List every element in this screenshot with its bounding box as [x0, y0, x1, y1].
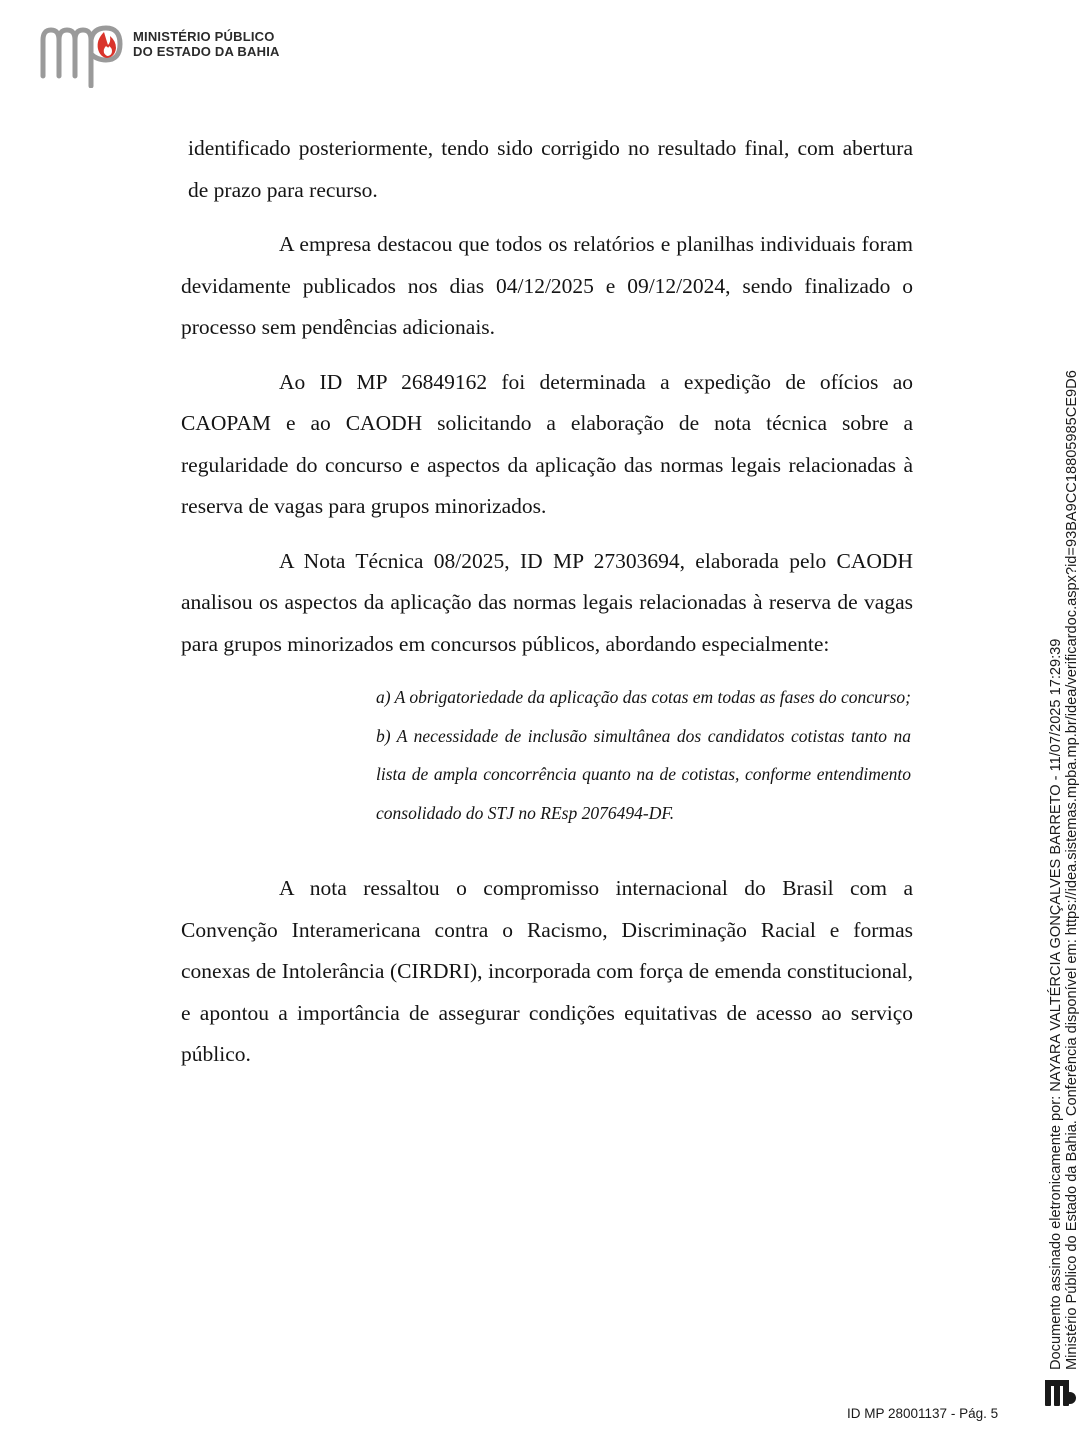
page-footer: ID MP 28001137 - Pág. 5	[847, 1406, 999, 1421]
list-item: a) A obrigatoriedade da aplicação das cotas em todas as fases do concurso;	[376, 687, 912, 707]
mp-logo-icon	[38, 18, 126, 88]
list-item: b) A necessidade de inclusão simultânea dos candidatos cotistas tanto na lista de ampla concorrência quanto na de cotistas, conforme entendimento consolidado do STJ no REsp 2076494-DF.	[376, 725, 911, 823]
header-logo	[38, 18, 298, 88]
signature-strip	[1048, 370, 1080, 1370]
org-name-line1: MINISTÉRIO PÚBLICO	[133, 29, 275, 44]
paragraph-5: A nota ressaltou o compromisso internacional do Brasil com a Convenção Interamericana contra o Racismo, Discriminação Racial e formas conexas de Intolerância (CIRDRI), incorporada com força de emenda constitucional, e apontou a importância de assegurar condições equitativas de acesso ao serviço público.	[181, 876, 913, 1066]
org-name	[133, 29, 280, 59]
quoted-items	[376, 678, 911, 832]
paragraph-4: A Nota Técnica 08/2025, ID MP 27303694, elaborada pelo CAODH analisou os aspectos da aplicação das normas legais relacionadas à reserva de vagas para grupos minorizados em concursos públicos, abordando especialmente:	[181, 548, 913, 656]
paragraph-2: A empresa destacou que todos os relatórios e planilhas individuais foram devidamente publicados nos dias 04/12/2025 e 09/12/2024, sendo finalizado o processo sem pendências adicionais.	[181, 232, 913, 339]
signature-line1: Documento assinado eletronicamente por: NAYARA VALTÉRCIA GONÇALVES BARRETO - 11/07/2025 17:29:39	[1048, 638, 1064, 1370]
mp-small-logo-icon	[1043, 1376, 1077, 1410]
org-name-line2: DO ESTADO DA BAHIA	[133, 44, 280, 59]
document-body	[181, 128, 913, 1089]
paragraph-3: Ao ID MP 26849162 foi determinada a expedição de ofícios ao CAOPAM e ao CAODH solicitando a elaboração de nota técnica sobre a regularidade do concurso e aspectos da aplicação das normas legais relacionadas à reserva de vagas para grupos minorizados.	[181, 369, 913, 518]
signature-line2: Ministério Público do Estado da Bahia. Conferência disponível em: https://idea.sistemas.mpba.mp.br/idea/verificardoc.aspx?id=93BA9CC18805985CE9D6	[1064, 370, 1080, 1370]
paragraph-1: identificado posteriormente, tendo sido corrigido no resultado final, com abertura de prazo para recurso.	[188, 136, 913, 202]
